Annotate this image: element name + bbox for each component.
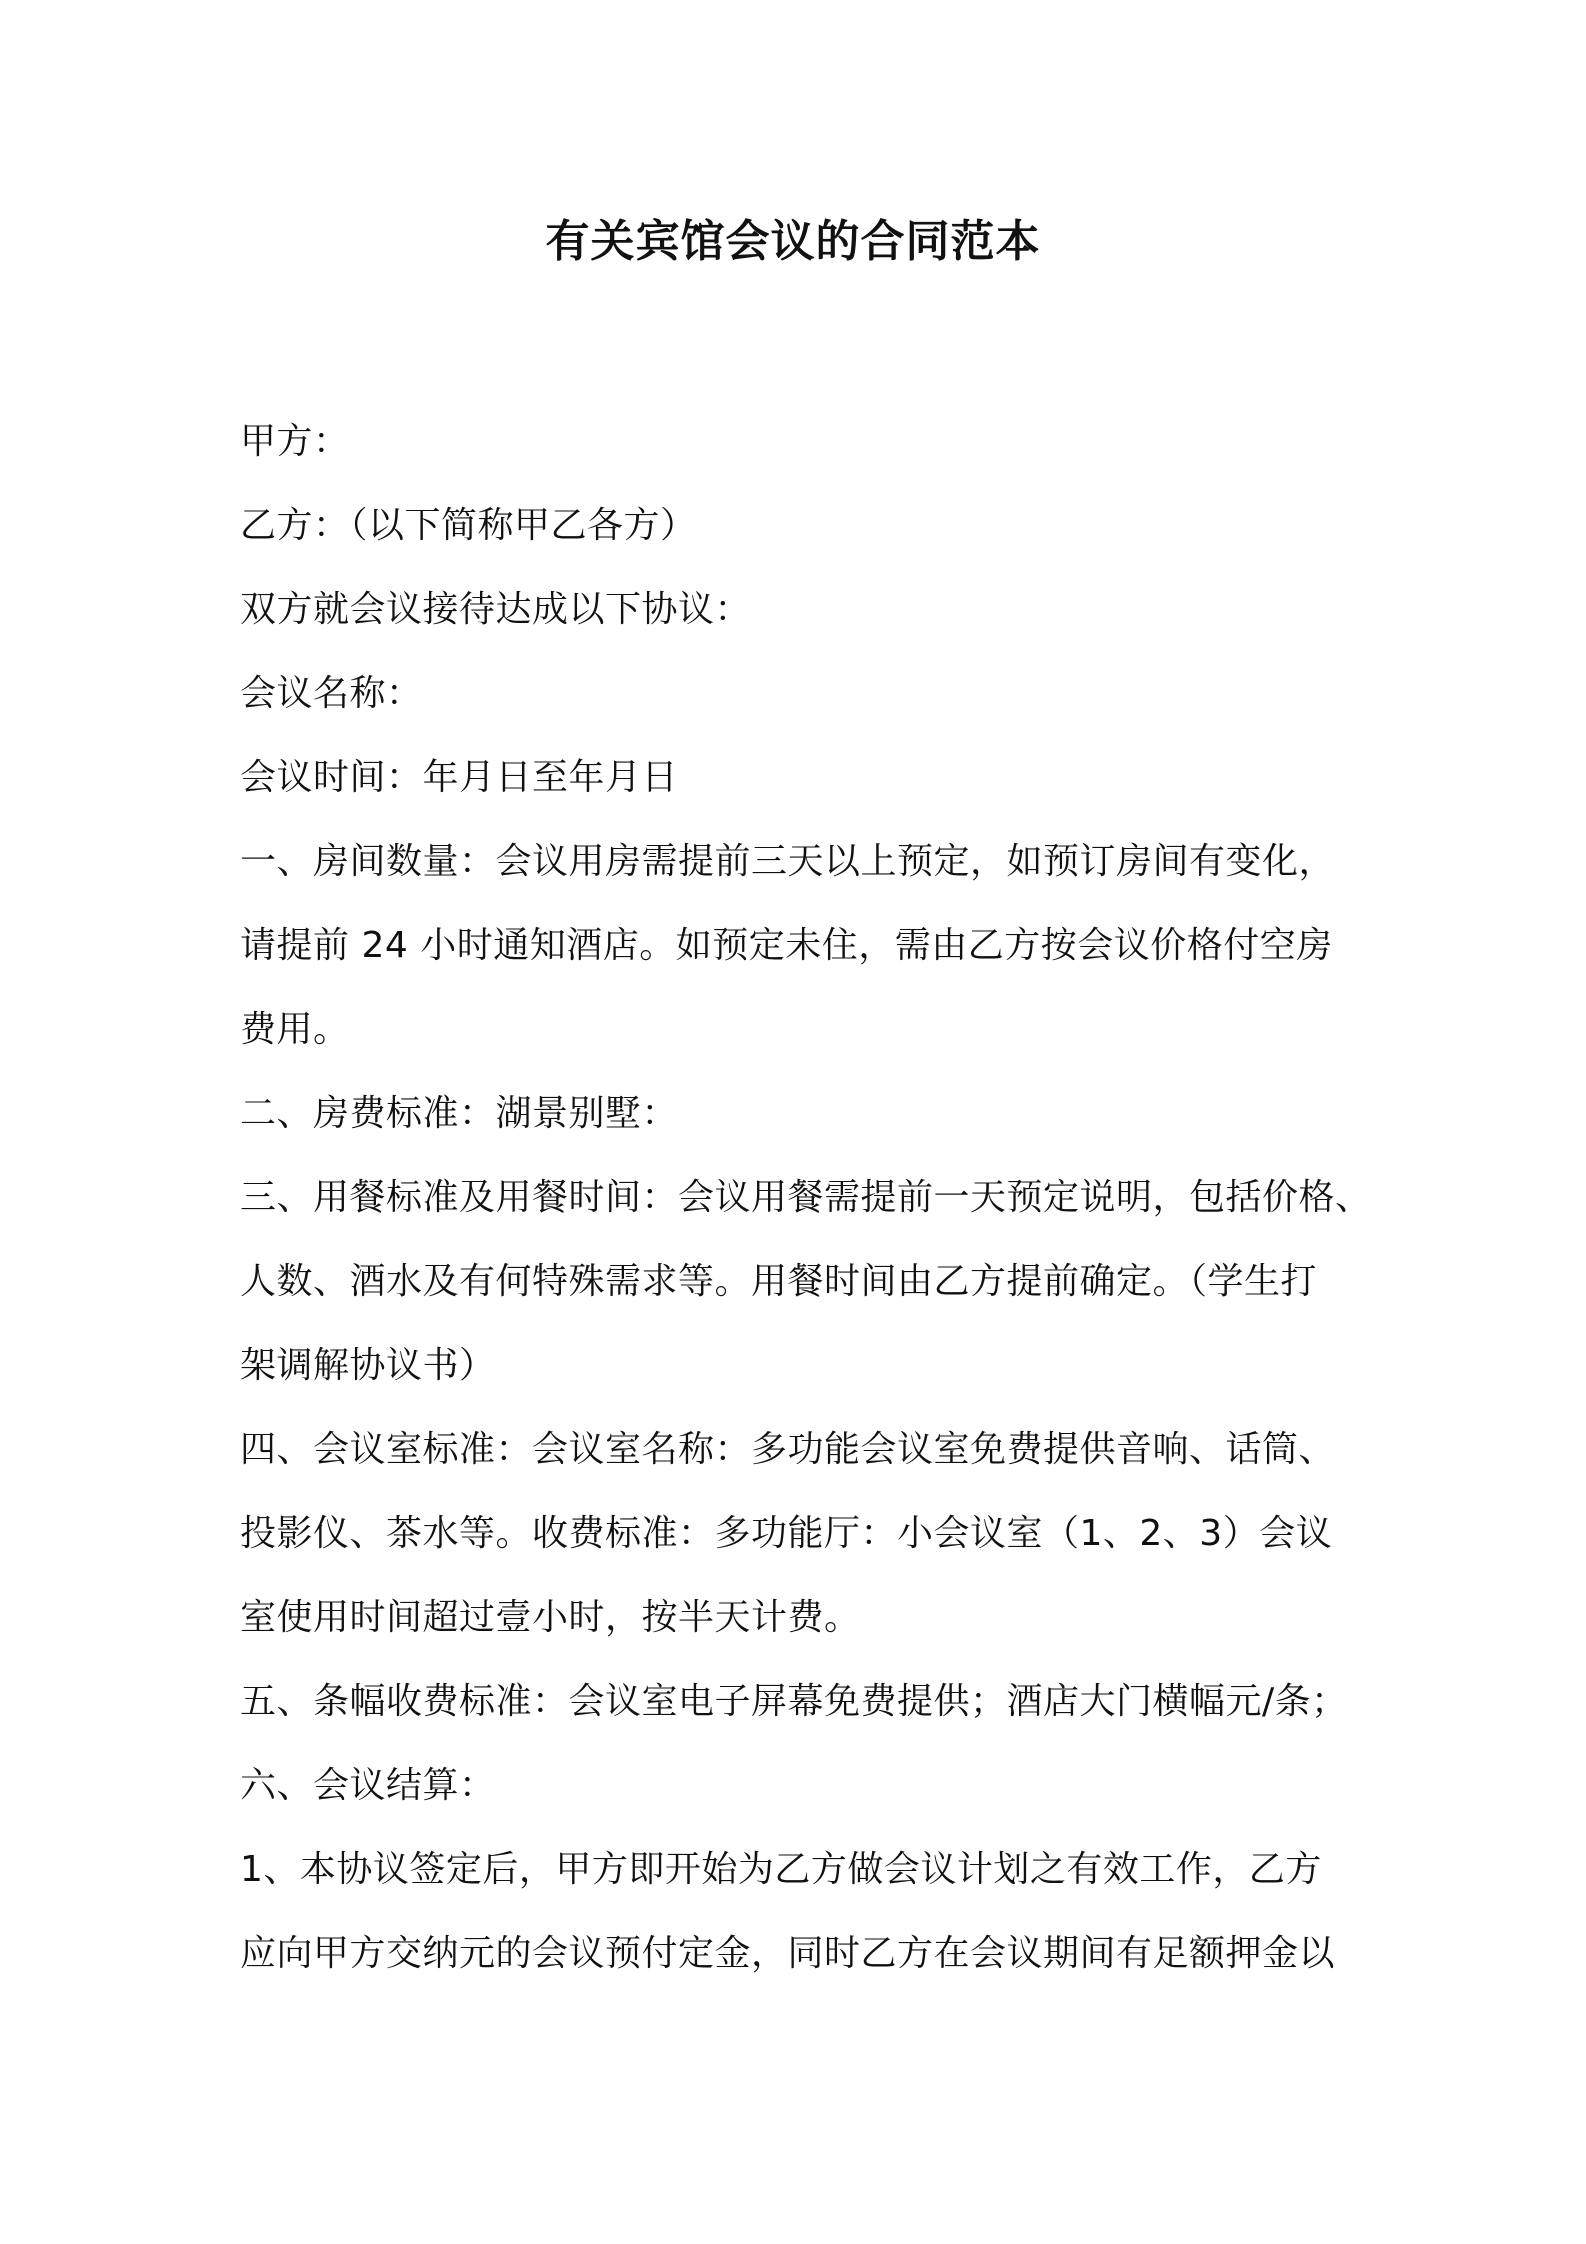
clause-6-heading: 六、会议结算： bbox=[240, 1765, 496, 1806]
clause-3-line-2: 人数、酒水及有何特殊需求等。用餐时间由乙方提前确定。（学生打 bbox=[240, 1261, 1318, 1302]
clause-1-line-3: 费用。 bbox=[240, 1009, 350, 1050]
party-a-line: 甲方： bbox=[240, 421, 350, 462]
clause-4-line-3: 室使用时间超过壹小时，按半天计费。 bbox=[240, 1597, 861, 1638]
clause-1-line-1: 一、房间数量：会议用房需提前三天以上预定，如预订房间有变化， bbox=[240, 841, 1336, 882]
document-body bbox=[240, 400, 1372, 1996]
clause-3-line-1: 三、用餐标准及用餐时间：会议用餐需提前一天预定说明，包括价格、 bbox=[240, 1177, 1372, 1218]
clause-6-item-1-line-1: 1、本协议签定后，甲方即开始为乙方做会议计划之有效工作，乙方 bbox=[240, 1849, 1322, 1890]
clause-6-item-1-line-2: 应向甲方交纳元的会议预付定金，同时乙方在会议期间有足额押金以 bbox=[240, 1933, 1336, 1974]
clause-5-line-1: 五、条幅收费标准：会议室电子屏幕免费提供；酒店大门横幅元/条； bbox=[240, 1681, 1348, 1722]
clause-1-line-2: 请提前 24 小时通知酒店。如预定未住，需由乙方按会议价格付空房 bbox=[240, 925, 1333, 966]
clause-4-line-1: 四、会议室标准：会议室名称：多功能会议室免费提供音响、话筒、 bbox=[240, 1429, 1336, 1470]
agreement-intro-line: 双方就会议接待达成以下协议： bbox=[240, 589, 752, 630]
clause-2-line-1: 二、房费标准：湖景别墅： bbox=[240, 1093, 679, 1134]
document-title: 有关宾馆会议的合同范本 bbox=[545, 216, 1041, 267]
meeting-time-line: 会议时间：年月日至年月日 bbox=[240, 757, 679, 798]
clause-3-line-3: 架调解协议书） bbox=[240, 1345, 496, 1386]
clause-4-line-2: 投影仪、茶水等。收费标准：多功能厅：小会议室（1、2、3）会议 bbox=[240, 1513, 1333, 1554]
party-b-line: 乙方：（以下简称甲乙各方） bbox=[240, 505, 697, 546]
meeting-name-line: 会议名称： bbox=[240, 673, 423, 714]
